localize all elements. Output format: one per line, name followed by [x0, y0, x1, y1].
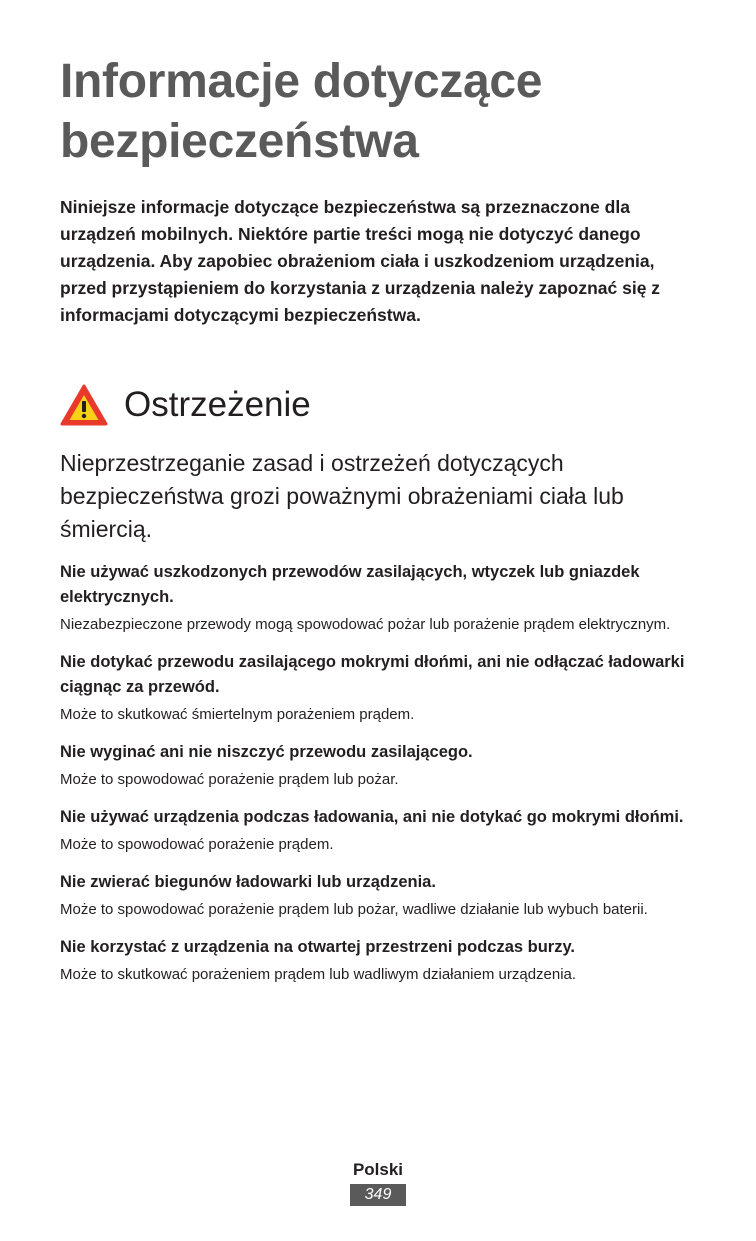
footer-language: Polski — [352, 1160, 404, 1179]
warning-title: Ostrzeżenie — [124, 385, 311, 424]
item-title: Nie wyginać ani nie niszczyć przewodu zasilającego. — [60, 743, 473, 761]
item-title: Nie korzystać z urządzenia na otwartej przestrzeni podczas burzy. — [60, 938, 576, 956]
safety-items-list — [60, 560, 700, 986]
warning-triangle-icon — [60, 384, 108, 426]
page-title-line-2: bezpieczeństwa — [60, 115, 419, 168]
page-content — [60, 52, 700, 1000]
page-title-line-1: Informacje dotyczące — [60, 55, 543, 108]
warning-lead: Nieprzestrzeganie zasad i ostrzeżeń dotyczących bezpieczeństwa grozi poważnymi obrażeniami ciała lub śmiercią. — [60, 450, 624, 542]
list-item — [60, 560, 700, 636]
warning-header — [60, 377, 700, 433]
page-title — [60, 52, 700, 172]
list-item — [60, 740, 700, 791]
item-description: Niezabezpieczone przewody mogą spowodować pożar lub porażenie prądem elektrycznym. — [60, 616, 671, 633]
item-title: Nie używać urządzenia podczas ładowania, ani nie dotykać go mokrymi dłońmi. — [60, 808, 684, 826]
item-title: Nie dotykać przewodu zasilającego mokrymi dłońmi, ani nie odłączać ładowarki ciągnąc za przewód. — [60, 653, 685, 696]
item-description: Może to spowodować porażenie prądem lub pożar, wadliwe działanie lub wybuch baterii. — [60, 901, 648, 918]
item-title: Nie zwierać biegunów ładowarki lub urządzenia. — [60, 873, 436, 891]
item-description: Może to skutkować porażeniem prądem lub wadliwym działaniem urządzenia. — [60, 966, 577, 983]
item-description: Może to spowodować porażenie prądem. — [60, 836, 334, 853]
intro-paragraph: Niniejsze informacje dotyczące bezpieczeństwa są przeznaczone dla urządzeń mobilnych. Niektóre partie treści mogą nie dotyczyć danego urządzenia. Aby zapobiec obrażeniom ciała i uszkodzeniom urządzenia, przed przystąpieniem do korzystania z urządzenia należy zapoznać się z informacjami dotyczącymi bezpieczeństwa. — [60, 197, 661, 325]
list-item — [60, 805, 700, 856]
page-number-badge: 349 — [350, 1184, 406, 1206]
item-description: Może to skutkować śmiertelnym porażeniem prądem. — [60, 706, 415, 723]
item-title: Nie używać uszkodzonych przewodów zasilających, wtyczek lub gniazdek elektrycznych. — [60, 563, 640, 606]
item-description: Może to spowodować porażenie prądem lub pożar. — [60, 771, 399, 788]
page-footer — [0, 1158, 756, 1206]
list-item — [60, 650, 700, 726]
list-item — [60, 935, 700, 986]
list-item — [60, 870, 700, 921]
